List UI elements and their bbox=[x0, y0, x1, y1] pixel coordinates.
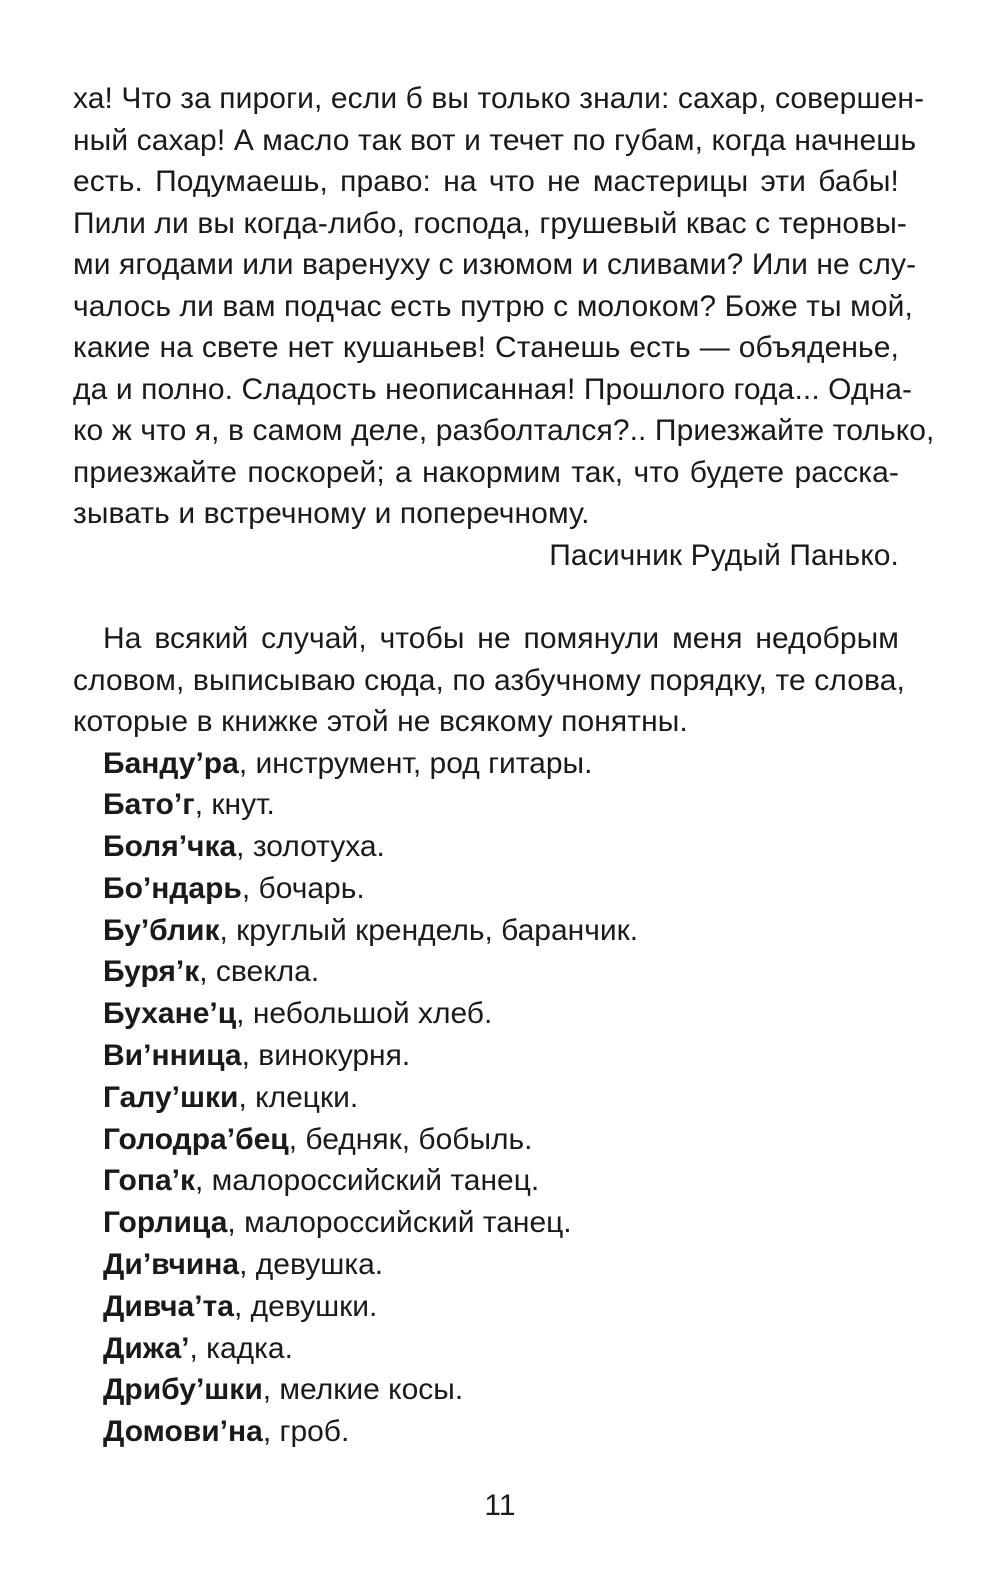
glossary-definition: , мелкие косы. bbox=[262, 1373, 464, 1407]
text-line: есть. Подумаешь, право: на что не мастерицы эти бабы! bbox=[73, 165, 899, 198]
glossary-term: Банду’ра bbox=[103, 746, 239, 780]
glossary-term: Ви’нница bbox=[103, 1039, 242, 1073]
glossary-entry bbox=[73, 1328, 899, 1370]
glossary-definition: , гроб. bbox=[262, 1415, 350, 1449]
glossary-term: Голодра’бец bbox=[103, 1122, 289, 1156]
paragraph-glossary-intro bbox=[73, 618, 905, 743]
glossary-definition: , бочарь. bbox=[241, 871, 365, 905]
glossary-entry bbox=[73, 784, 899, 826]
text-line: ный сахар! А масло так вот и течет по губам, когда начнешь bbox=[73, 123, 917, 157]
glossary-entry bbox=[73, 1411, 899, 1453]
glossary-entry bbox=[73, 993, 899, 1035]
glossary-entry bbox=[73, 1119, 899, 1161]
glossary-definition: , кадка. bbox=[189, 1331, 293, 1365]
text-line: какие на свете нет кушаньев! Станешь есть — объяденье, bbox=[73, 331, 899, 364]
glossary-term: Ди’вчина bbox=[103, 1248, 240, 1282]
glossary-definition: , небольшой хлеб. bbox=[236, 997, 493, 1031]
glossary-definition: , свекла. bbox=[199, 955, 320, 989]
glossary-entry bbox=[73, 826, 899, 868]
glossary-entry bbox=[73, 1160, 899, 1202]
book-page bbox=[73, 78, 935, 1453]
glossary-term: Бо’ндарь bbox=[103, 871, 242, 905]
glossary-entry bbox=[73, 951, 899, 993]
glossary-definition: , малороссийский танец. bbox=[227, 1206, 572, 1240]
glossary-definition: , малороссийский танец. bbox=[195, 1164, 540, 1198]
glossary-term: Дрибу’шки bbox=[103, 1373, 263, 1407]
glossary-term: Горлица bbox=[103, 1206, 228, 1240]
glossary-term: Дижа’ bbox=[103, 1331, 190, 1365]
text-line: ко ж что я, в самом деле, разболтался?.. Приезжайте только, bbox=[73, 414, 935, 447]
text-line: Пили ли вы когда-либо, господа, грушевый квас с терновы- bbox=[73, 206, 907, 240]
glossary-entry bbox=[73, 910, 899, 952]
glossary-definition: , девушки. bbox=[233, 1289, 378, 1323]
glossary-entry bbox=[73, 743, 899, 785]
glossary-definition: , бедняк, бобыль. bbox=[288, 1122, 533, 1156]
glossary-term: Гопа’к bbox=[103, 1164, 195, 1198]
glossary-definition: , золотуха. bbox=[236, 830, 385, 864]
glossary-term: Буря’к bbox=[103, 955, 200, 989]
text-line: да и полно. Сладость неописанная! Прошлого года... Одна- bbox=[73, 372, 913, 406]
glossary-definition: , инструмент, род гитары. bbox=[238, 746, 593, 780]
text-line: ха! Что за пироги, если б вы только знали: сахар, совершен- bbox=[73, 82, 925, 115]
text-line: На всякий случай, чтобы не помянули меня недобрым bbox=[103, 622, 899, 655]
text-line: ми ягодами или варенуху с изюмом и сливами? Или не слу- bbox=[73, 248, 917, 281]
text-line: приезжайте поскорей; а накормим так, что будете расска- bbox=[73, 455, 899, 489]
text-line: которые в книжке этой не всякому понятны. bbox=[73, 705, 688, 738]
glossary-term: Бато’г bbox=[103, 788, 195, 822]
glossary-entry bbox=[73, 1035, 899, 1077]
glossary-definition: , винокурня. bbox=[241, 1039, 411, 1073]
glossary-list bbox=[73, 743, 899, 1454]
glossary-term: Бу’блик bbox=[103, 913, 220, 947]
glossary-term: Домови’на bbox=[103, 1415, 263, 1449]
glossary-entry bbox=[73, 1077, 899, 1119]
paragraph-letter-ending bbox=[73, 78, 935, 535]
glossary-term: Дивча’та bbox=[103, 1289, 234, 1323]
glossary-entry bbox=[73, 1286, 899, 1328]
glossary-definition: , девушка. bbox=[239, 1248, 384, 1282]
glossary-entry bbox=[73, 868, 899, 910]
glossary-definition: , клецки. bbox=[238, 1080, 359, 1114]
section-gap bbox=[73, 576, 899, 618]
signature: Пасичник Рудый Панько. bbox=[549, 538, 899, 572]
text-line: чалось ли вам подчас есть путрю с молоком? Боже ты мой, bbox=[73, 289, 913, 323]
glossary-entry bbox=[73, 1244, 899, 1286]
page-number: 11 bbox=[484, 1489, 516, 1522]
glossary-entry bbox=[73, 1369, 899, 1411]
glossary-term: Галу’шки bbox=[103, 1080, 239, 1114]
glossary-definition: , круглый крендель, баранчик. bbox=[219, 913, 639, 947]
glossary-definition: , кнут. bbox=[194, 788, 275, 822]
glossary-entry bbox=[73, 1202, 899, 1244]
text-line: словом, выписываю сюда, по азбучному порядку, те слова, bbox=[73, 663, 905, 697]
glossary-term: Боля’чка bbox=[103, 830, 237, 864]
glossary-term: Бухане’ц bbox=[103, 997, 237, 1031]
text-line: зывать и встречному и поперечному. bbox=[73, 497, 590, 530]
